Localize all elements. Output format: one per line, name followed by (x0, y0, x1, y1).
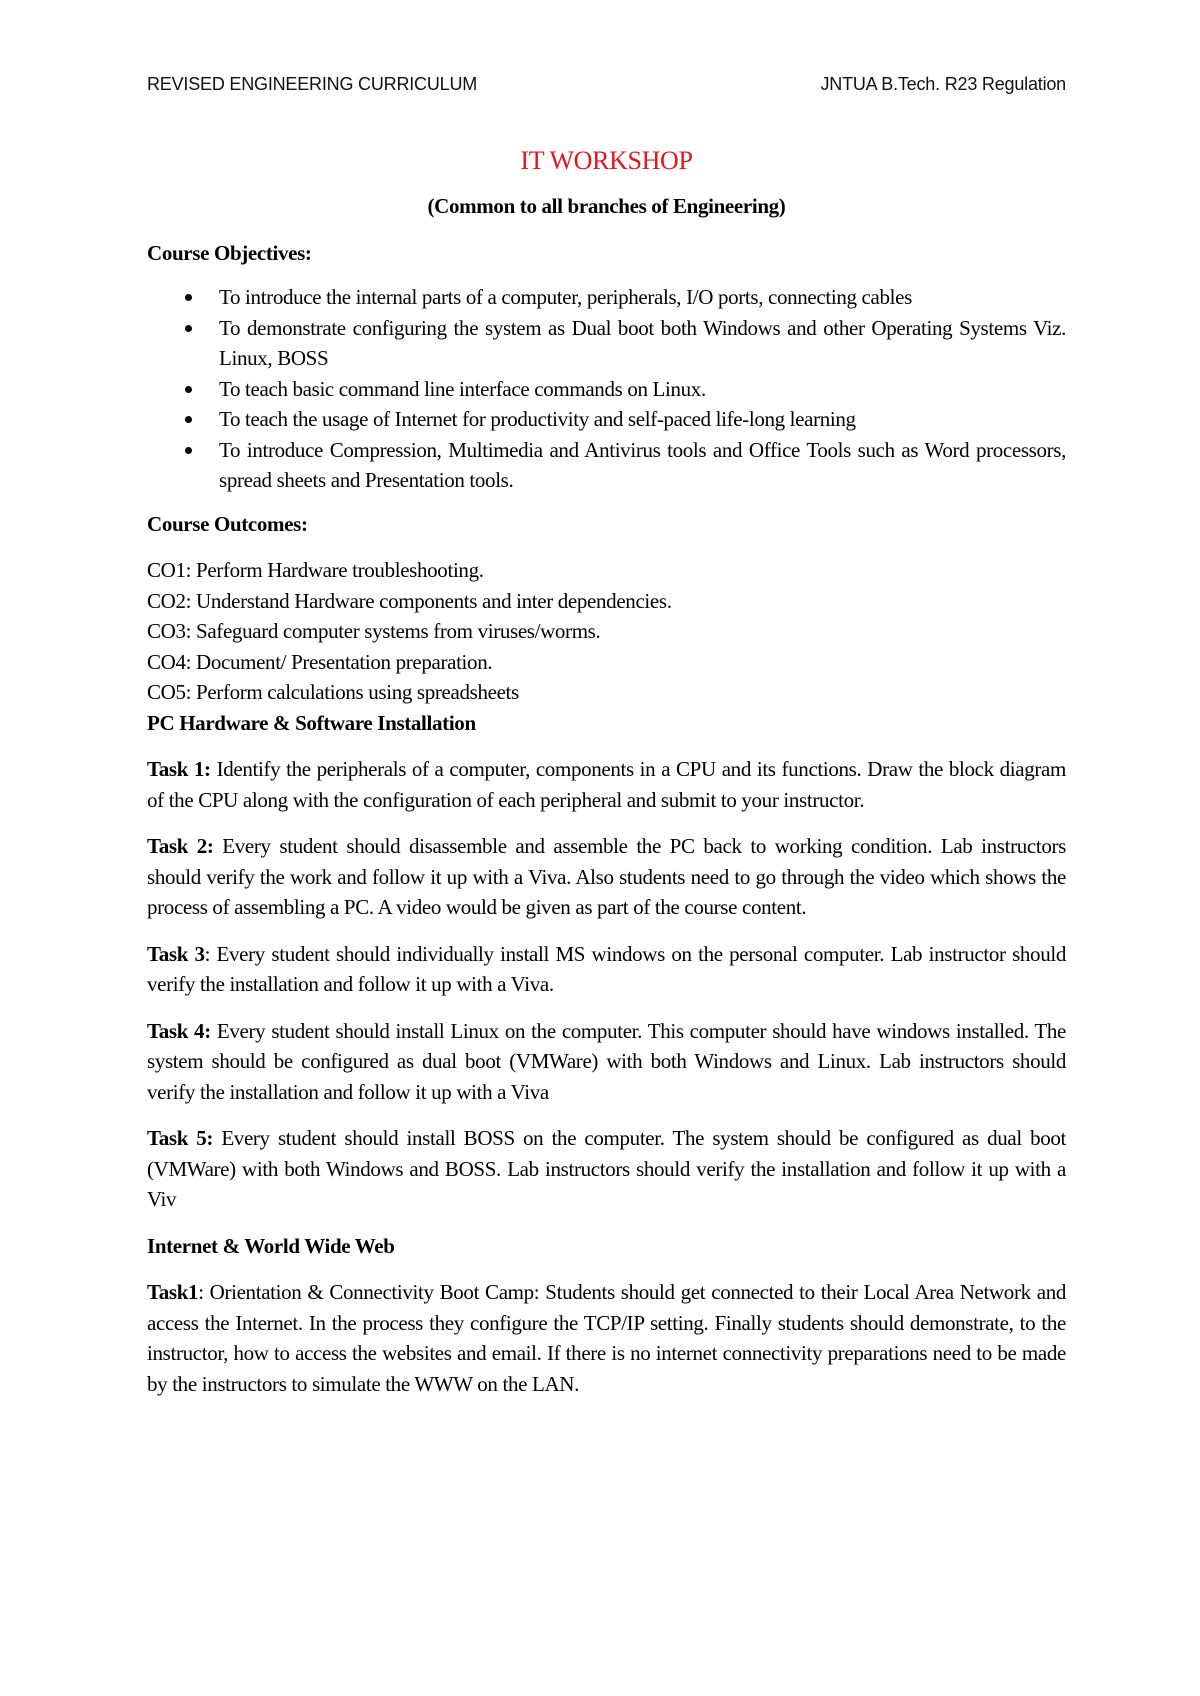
task-label: Task 2: (147, 834, 214, 858)
document-subtitle: (Common to all branches of Engineering) (427, 194, 786, 218)
objectives-list (147, 282, 1066, 496)
outcomes-heading: Course Outcomes: (147, 511, 308, 536)
running-header-right: JNTUA B.Tech. R23 Regulation (820, 74, 1066, 94)
task-paragraph (147, 754, 1066, 815)
objective-item: To introduce the internal parts of a computer, peripherals, I/O ports, connecting cables (219, 282, 1066, 313)
outcome-item: CO5: Perform calculations using spreadsheets (147, 680, 519, 704)
task-label: Task 5: (147, 1126, 214, 1150)
outcome-item: CO2: Understand Hardware components and inter dependencies. (147, 588, 672, 613)
running-header-left: REVISED ENGINEERING CURRICULUM (147, 74, 478, 94)
objective-item: To teach basic command line interface commands on Linux. (219, 374, 1066, 405)
task-text: Identify the peripherals of a computer, components in a CPU and its functions. Draw the block diagram of the CPU along with the configuration of each peripheral and submit to your instructor. (147, 757, 1066, 812)
objective-item: To teach the usage of Internet for productivity and self-paced life-long learning (219, 404, 1066, 435)
task-label: Task 1: (147, 757, 211, 781)
task-paragraph (147, 1123, 1066, 1215)
outcome-item: CO1: Perform Hardware troubleshooting. (147, 558, 484, 582)
objectives-heading: Course Objectives: (147, 240, 312, 265)
task-text: : Orientation & Connectivity Boot Camp: Students should get connected to their Local Area Network and access the Internet. In the process they configure the TCP/IP setting. Finally students should demonstrate, to the instructor, how to access the websites and email. If there is no internet connectivity preparations need to be made by the instructors to simulate the WWW on the LAN. (147, 1280, 1066, 1396)
section-heading-internet: Internet & World Wide Web (147, 1233, 395, 1258)
task-label: Task 3 (147, 941, 205, 966)
task-text: Every student should disassemble and assemble the PC back to working condition. Lab instructors should verify the work and follow it up with a Viva. Also students need to go through the video which shows the process of assembling a PC. A video would be given as part of the course content. (147, 834, 1066, 919)
task-label: Task1 (147, 1280, 199, 1304)
task-paragraph (147, 1277, 1066, 1399)
outcome-item: CO4: Document/ Presentation preparation. (147, 649, 493, 674)
task-paragraph (147, 1016, 1066, 1108)
outcome-item: CO3: Safeguard computer systems from viruses/worms. (147, 619, 601, 643)
section-heading-hardware: PC Hardware & Software Installation (147, 710, 476, 735)
task-text: : Every student should individually install MS windows on the personal computer. Lab instructor should verify the installation and follow it up with a Viva. (147, 941, 1066, 996)
task-label: Task 4: (147, 1018, 211, 1043)
task-paragraph (147, 939, 1066, 1000)
task-paragraph (147, 831, 1066, 923)
objective-item: To demonstrate configuring the system as Dual boot both Windows and other Operating Systems Viz. Linux, BOSS (219, 313, 1066, 374)
objective-item: To introduce Compression, Multimedia and Antivirus tools and Office Tools such as Word processors, spread sheets and Presentation tools. (219, 435, 1066, 496)
task-text: Every student should install Linux on the computer. This computer should have windows installed. The system should be configured as dual boot (VMWare) with both Windows and Linux. Lab instructors should verify the installation and follow it up with a Viva (147, 1018, 1066, 1104)
outcomes-list (147, 555, 1066, 708)
document-body (147, 144, 1066, 1399)
task-text: Every student should install BOSS on the computer. The system should be configured as dual boot (VMWare) with both Windows and BOSS. Lab instructors should verify the installation and follow it up with a Viv (147, 1126, 1067, 1211)
document-title: IT WORKSHOP (520, 146, 693, 175)
